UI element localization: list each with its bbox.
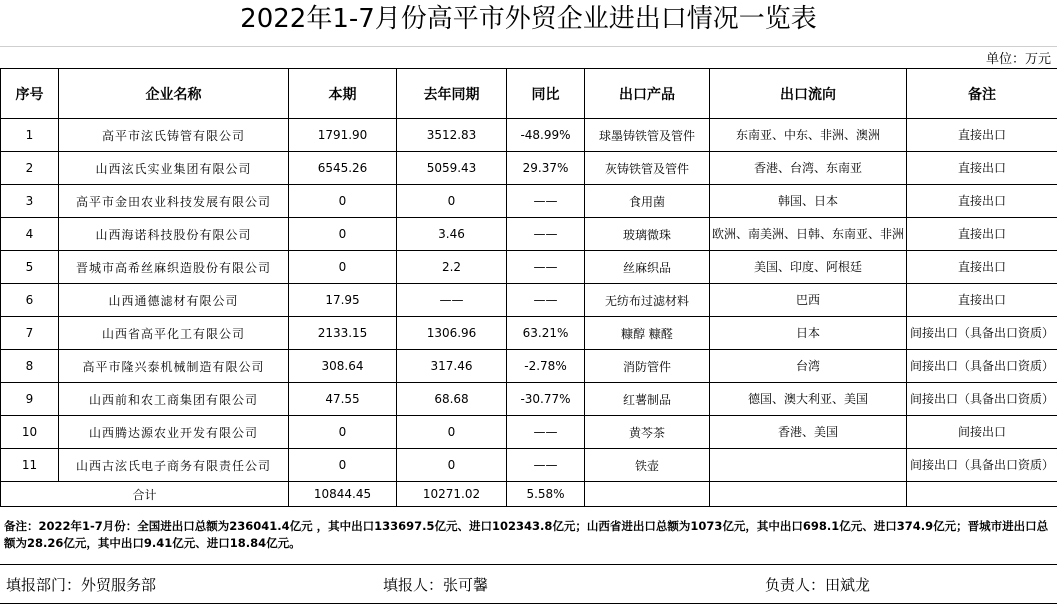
cell-index: 5: [1, 251, 59, 284]
table-row: [1, 119, 1057, 152]
table-row: [1, 350, 1057, 383]
cell-yoy: 29.37%: [507, 152, 585, 185]
cell-destination: 东南亚、中东、非洲、澳洲: [710, 119, 907, 152]
cell-product: 红薯制品: [585, 383, 710, 416]
cell-last-year: 1306.96: [397, 317, 507, 350]
cell-note: 间接出口（具备出口资质）: [907, 350, 1057, 383]
cell-note: 直接出口: [907, 218, 1057, 251]
cell-product: 无纺布过滤材料: [585, 284, 710, 317]
cell-yoy: -48.99%: [507, 119, 585, 152]
cell-yoy: 63.21%: [507, 317, 585, 350]
cell-index: 10: [1, 416, 59, 449]
cell-yoy: -30.77%: [507, 383, 585, 416]
cell-current: 308.64: [289, 350, 397, 383]
cell-product: 球墨铸铁管及管件: [585, 119, 710, 152]
cell-note: 间接出口（具备出口资质）: [907, 449, 1057, 482]
footer-person: 负责人：田斌龙: [765, 574, 870, 595]
table-row: [1, 416, 1057, 449]
footer-department: 填报部门：外贸服务部: [6, 574, 156, 595]
header-cell: 出口流向: [710, 69, 907, 119]
cell-yoy: ——: [507, 416, 585, 449]
total-empty: [585, 482, 710, 507]
cell-destination: 德国、澳大利亚、美国: [710, 383, 907, 416]
cell-current: 0: [289, 449, 397, 482]
cell-last-year: 317.46: [397, 350, 507, 383]
table-row: [1, 152, 1057, 185]
cell-note: 间接出口（具备出口资质）: [907, 383, 1057, 416]
cell-last-year: 3.46: [397, 218, 507, 251]
cell-last-year: 0: [397, 449, 507, 482]
table-row: [1, 185, 1057, 218]
total-current: 10844.45: [289, 482, 397, 507]
cell-note: 间接出口（具备出口资质）: [907, 317, 1057, 350]
cell-product: 消防管件: [585, 350, 710, 383]
cell-note: 直接出口: [907, 251, 1057, 284]
header-cell: 出口产品: [585, 69, 710, 119]
table-row: [1, 383, 1057, 416]
cell-last-year: 5059.43: [397, 152, 507, 185]
cell-product: 灰铸铁管及管件: [585, 152, 710, 185]
cell-current: 47.55: [289, 383, 397, 416]
cell-yoy: ——: [507, 284, 585, 317]
table-row: [1, 251, 1057, 284]
table-row: [1, 317, 1057, 350]
cell-company: 山西腾达源农业开发有限公司: [59, 416, 289, 449]
cell-current: 0: [289, 185, 397, 218]
cell-index: 1: [1, 119, 59, 152]
cell-current: 1791.90: [289, 119, 397, 152]
cell-company: 高平市泫氏铸管有限公司: [59, 119, 289, 152]
cell-index: 11: [1, 449, 59, 482]
cell-destination: 巴西: [710, 284, 907, 317]
cell-product: 食用菌: [585, 185, 710, 218]
cell-yoy: ——: [507, 185, 585, 218]
cell-company: 山西通德滤材有限公司: [59, 284, 289, 317]
cell-last-year: ——: [397, 284, 507, 317]
cell-note: 直接出口: [907, 284, 1057, 317]
cell-index: 4: [1, 218, 59, 251]
cell-destination: 香港、台湾、东南亚: [710, 152, 907, 185]
cell-current: 0: [289, 251, 397, 284]
cell-index: 2: [1, 152, 59, 185]
cell-product: 玻璃微珠: [585, 218, 710, 251]
total-label: 合计: [1, 482, 289, 507]
cell-company: 山西省高平化工有限公司: [59, 317, 289, 350]
cell-destination: 欧洲、南美洲、日韩、东南亚、非洲: [710, 218, 907, 251]
cell-product: 丝麻织品: [585, 251, 710, 284]
cell-index: 8: [1, 350, 59, 383]
cell-yoy: ——: [507, 251, 585, 284]
cell-company: 晋城市高希丝麻织造股份有限公司: [59, 251, 289, 284]
trade-table: [0, 68, 1057, 507]
cell-destination: [710, 449, 907, 482]
cell-index: 9: [1, 383, 59, 416]
page-title: 2022年1-7月份高平市外贸企业进出口情况一览表: [0, 0, 1057, 47]
cell-current: 0: [289, 218, 397, 251]
total-row: [1, 482, 1057, 507]
cell-yoy: ——: [507, 449, 585, 482]
cell-note: 直接出口: [907, 152, 1057, 185]
header-cell: 企业名称: [59, 69, 289, 119]
cell-yoy: -2.78%: [507, 350, 585, 383]
cell-destination: 香港、美国: [710, 416, 907, 449]
footer-filler: 填报人：张可馨: [383, 574, 488, 595]
cell-destination: 美国、印度、阿根廷: [710, 251, 907, 284]
footer-bar: [0, 564, 1057, 604]
cell-destination: 日本: [710, 317, 907, 350]
remark-note: 备注：2022年1-7月份：全国进出口总额为236041.4亿元 ，其中出口133697.5亿元、进口102343.8亿元；山西省进出口总额为1073亿元，其中出口698.1亿元、进口374.9亿元；晋城市进出口总额为28.26亿元，其中出口9.41亿元、进口18.84亿元。: [4, 518, 1054, 552]
cell-yoy: ——: [507, 218, 585, 251]
cell-company: 山西古泫氏电子商务有限责任公司: [59, 449, 289, 482]
cell-index: 3: [1, 185, 59, 218]
cell-company: 高平市金田农业科技发展有限公司: [59, 185, 289, 218]
cell-index: 7: [1, 317, 59, 350]
table-header-row: [1, 69, 1057, 119]
total-yoy: 5.58%: [507, 482, 585, 507]
cell-current: 2133.15: [289, 317, 397, 350]
cell-company: 高平市隆兴泰机械制造有限公司: [59, 350, 289, 383]
cell-destination: 韩国、日本: [710, 185, 907, 218]
table-row: [1, 218, 1057, 251]
cell-last-year: 3512.83: [397, 119, 507, 152]
cell-last-year: 2.2: [397, 251, 507, 284]
total-empty: [907, 482, 1057, 507]
cell-last-year: 68.68: [397, 383, 507, 416]
total-empty: [710, 482, 907, 507]
cell-product: 黄芩茶: [585, 416, 710, 449]
cell-note: 直接出口: [907, 119, 1057, 152]
cell-company: 山西泫氏实业集团有限公司: [59, 152, 289, 185]
total-last-year: 10271.02: [397, 482, 507, 507]
table-row: [1, 284, 1057, 317]
cell-destination: 台湾: [710, 350, 907, 383]
cell-current: 0: [289, 416, 397, 449]
cell-last-year: 0: [397, 416, 507, 449]
cell-company: 山西海诺科技股份有限公司: [59, 218, 289, 251]
cell-note: 直接出口: [907, 185, 1057, 218]
cell-company: 山西前和农工商集团有限公司: [59, 383, 289, 416]
header-cell: 本期: [289, 69, 397, 119]
cell-product: 铁壶: [585, 449, 710, 482]
cell-current: 6545.26: [289, 152, 397, 185]
cell-index: 6: [1, 284, 59, 317]
header-cell: 同比: [507, 69, 585, 119]
header-cell: 备注: [907, 69, 1057, 119]
cell-last-year: 0: [397, 185, 507, 218]
header-cell: 去年同期: [397, 69, 507, 119]
table-row: [1, 449, 1057, 482]
cell-current: 17.95: [289, 284, 397, 317]
unit-label: 单位：万元: [986, 48, 1051, 67]
header-cell: 序号: [1, 69, 59, 119]
cell-product: 糠醇 糠醛: [585, 317, 710, 350]
cell-note: 间接出口: [907, 416, 1057, 449]
